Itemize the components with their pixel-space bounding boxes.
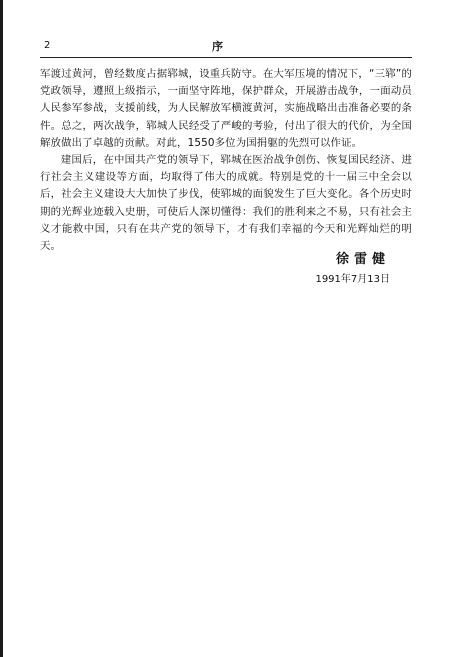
body-text [40,66,412,255]
header-rule [40,57,412,58]
page-left-edge [0,0,3,657]
signature-date: 1991年7月13日 [315,274,390,285]
running-title: 序 [212,40,223,53]
paragraph-post-liberation: 建国后，在中国共产党的领导下，郓城在医治战争创伤、恢复国民经济、进行社会主义建设等方面，均取得了伟大的成就。特别是党的十一届三中全会以后，社会主义建设大大加快了步伐，使郓城的面貌发生了巨大变化。各个历史时期的光辉业迹载入史册，可使后人深切懂得：我们的胜利来之不易，只有社会主义才能救中国，只有在共产党的领导下，才有我们幸福的今天和光辉灿烂的明天。 [40,154,412,253]
signature-author: 徐雷健 [335,252,390,267]
page-header [0,0,450,60]
page-number: 2 [44,40,51,51]
paragraph-continuation: 军渡过黄河，曾经数度占据郓城，设重兵防守。在大军压境的情况下，“三郓”的党政领导，遵照上级指示，一面坚守阵地，保护群众，开展游击战争，一面动员人民参军参战，支援前线，为人民解放军横渡黄河，实施战略出击准备必要的条件。总之，两次战争，郓城人民经受了严峻的考验，付出了很大的代价，为全国解放做出了卓越的贡献。对此，1550多位为国捐躯的先烈可以作证。 [40,68,412,149]
